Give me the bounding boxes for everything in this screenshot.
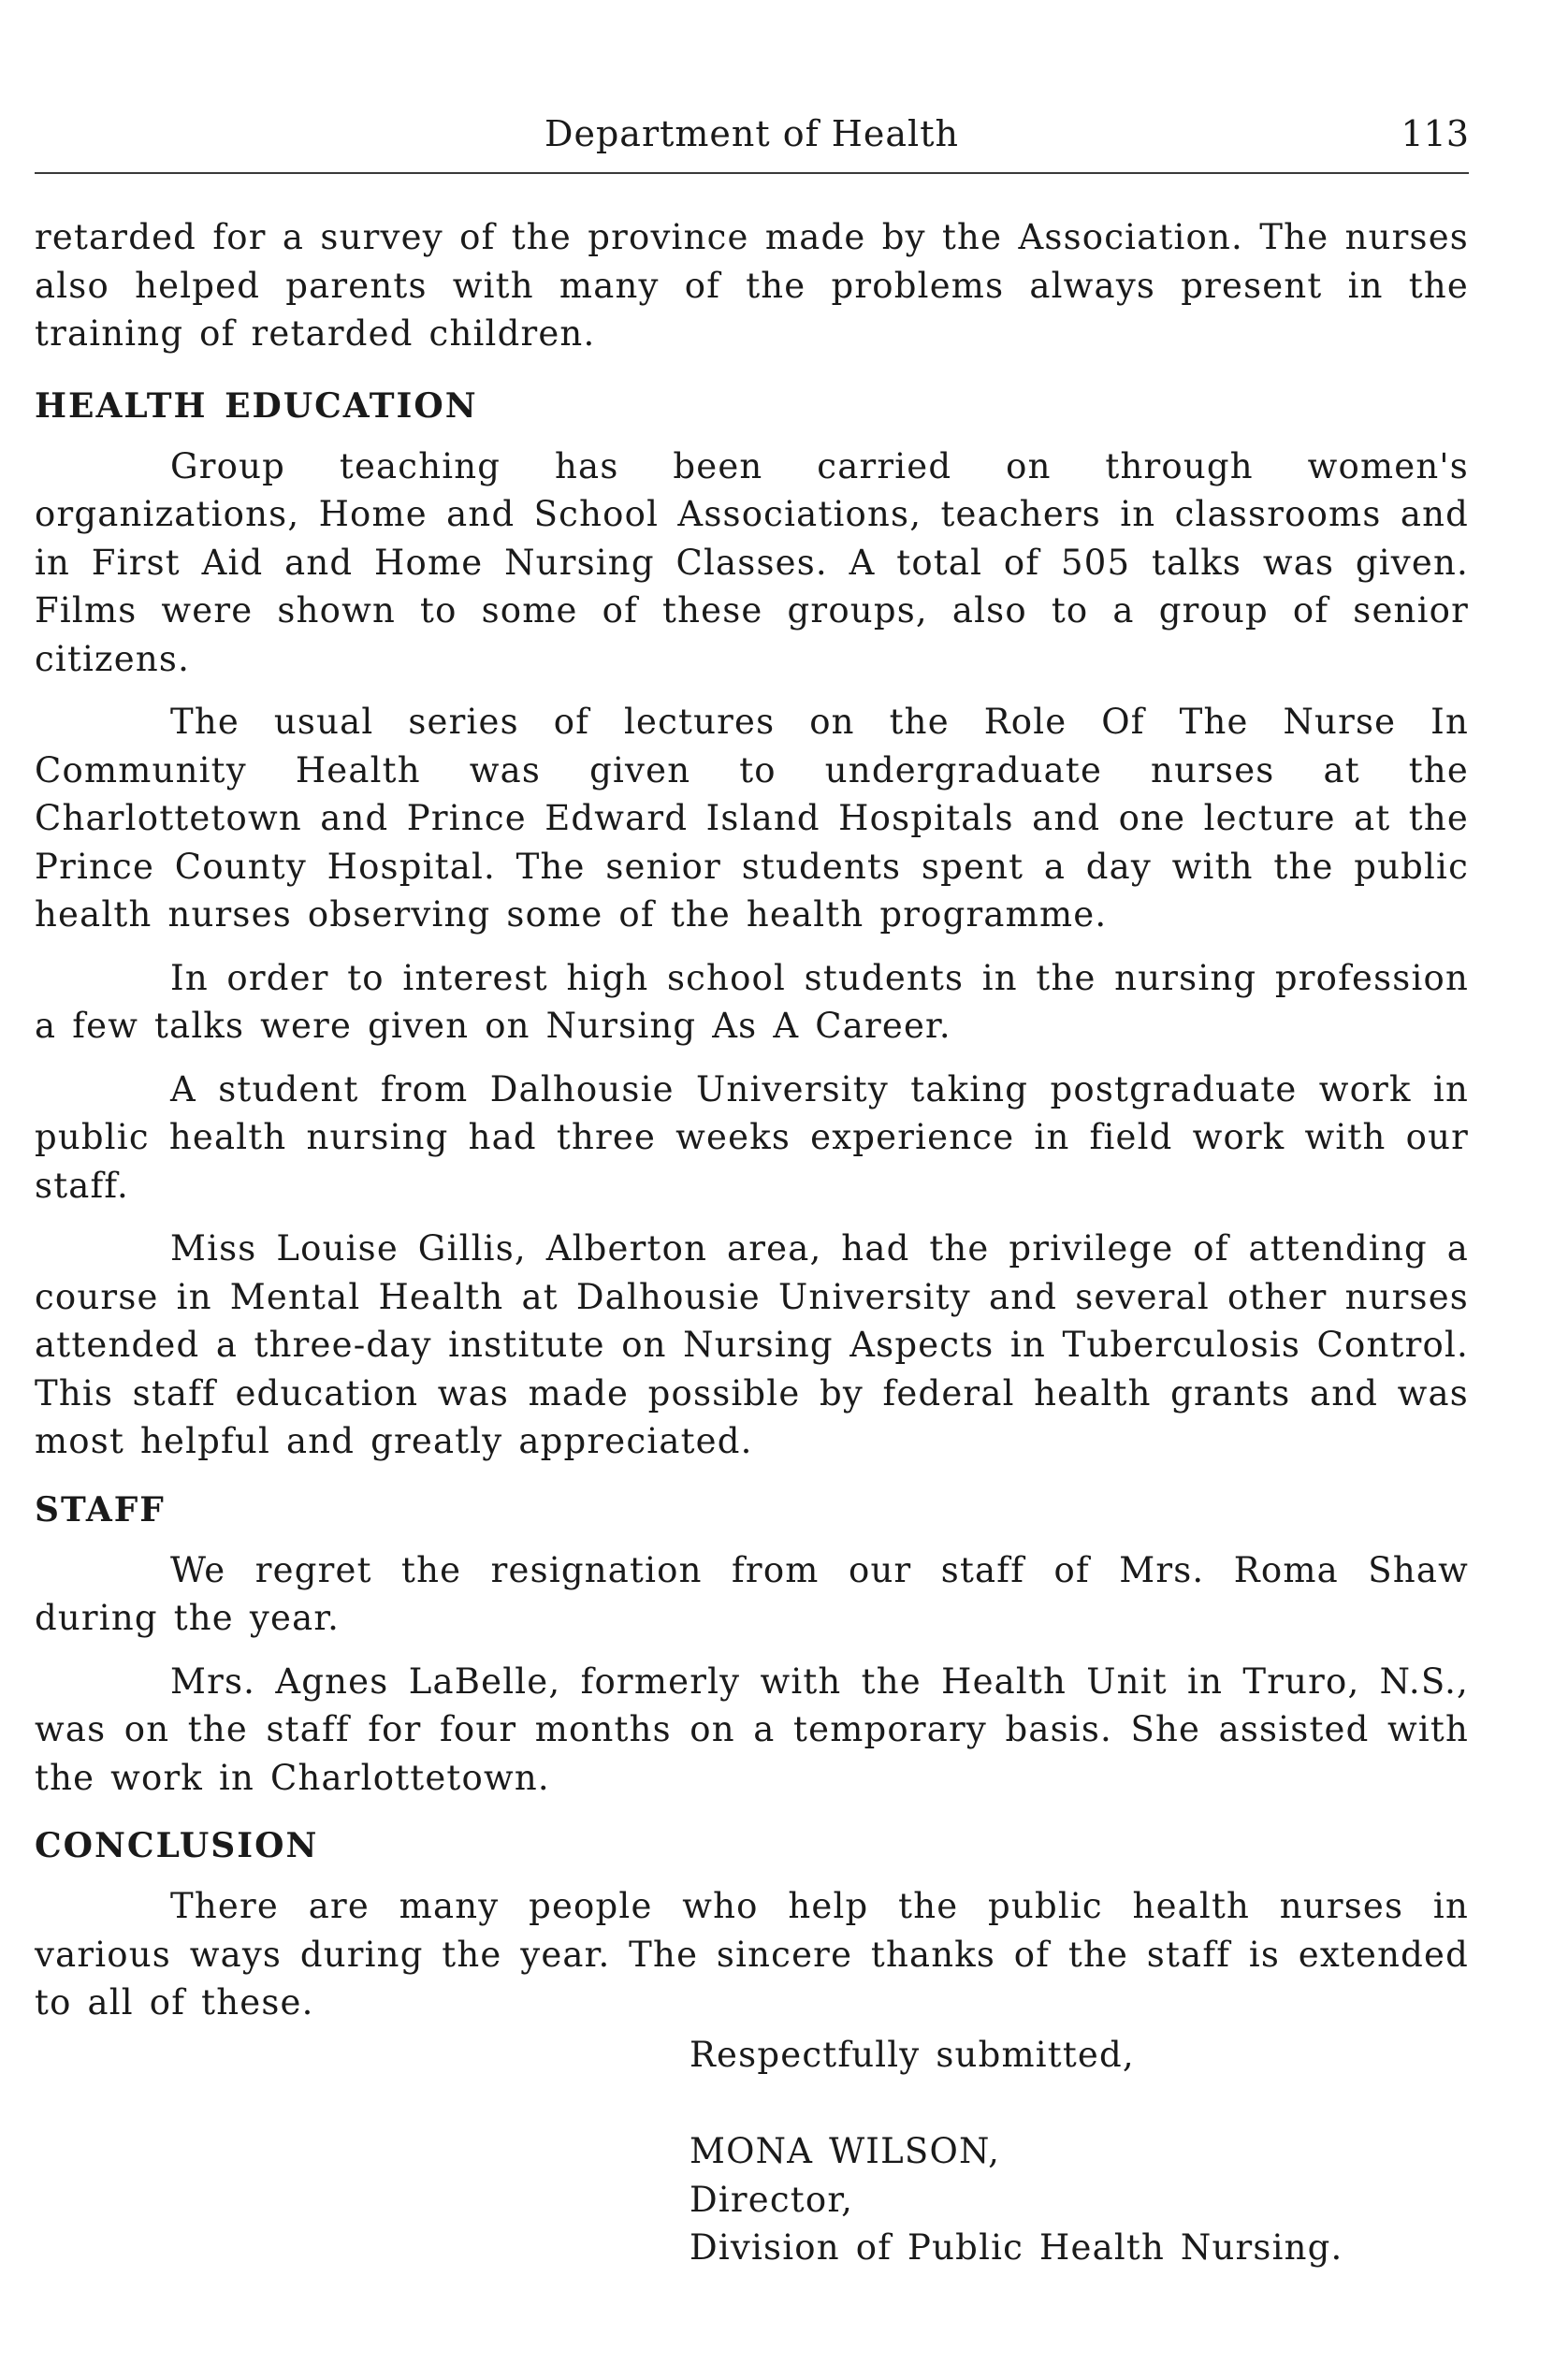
running-header (35, 110, 1469, 157)
paragraph-health-education-4: A student from Dalhousie University taking postgraduate work in public health nursing had three weeks experience in field work with our staff. (35, 1068, 1469, 1206)
signature-division: Division of Public Health Nursing. (690, 2227, 1343, 2268)
page-number: 113 (1401, 113, 1469, 154)
heading-conclusion: CONCLUSION (35, 1826, 319, 1865)
signature-title: Director, (690, 2179, 854, 2220)
paragraph-staff-1: We regret the resignation from our staff of Mrs. Roma Shaw during the year. (35, 1549, 1469, 1638)
paragraph-health-education-1: Group teaching has been carried on through women's organizations, Home and School Associations, teachers in classrooms and in First Aid and Home Nursing Classes. A total of 505 talks was given. Films were shown to some of these groups, also to a group of senior citizens. (35, 445, 1469, 679)
paragraph-intro: retarded for a survey of the province made by the Association. The nurses also helped parents with many of the problems always present in the training of retarded children. (35, 217, 1469, 354)
document-page (35, 0, 1469, 2378)
paragraph-health-education-2: The usual series of lectures on the Role Of The Nurse In Community Health was given to undergraduate nurses at the Charlottetown and Prince Edward Island Hospitals and one lecture at the Prince County Hospital. The senior students spent a day with the public health nurses observing some of the health programme. (35, 702, 1469, 935)
paragraph-health-education-5: Miss Louise Gillis, Alberton area, had the privilege of attending a course in Mental Health at Dalhousie University and several other nurses attended a three-day institute on Nursing Aspects in Tuberculosis Control. This staff education was made possible by federal health grants and was most helpful and greatly appreciated. (35, 1228, 1469, 1461)
paragraph-staff-2: Mrs. Agnes LaBelle, formerly with the Health Unit in Truro, N.S., was on the staff for four months on a temporary basis. She assisted with the work in Charlottetown. (35, 1660, 1469, 1798)
paragraph-health-education-3: In order to interest high school students in the nursing profession a few talks were given on Nursing As A Career. (35, 957, 1469, 1046)
paragraph-conclusion-1: There are many people who help the public health nurses in various ways during the year. The sincere thanks of the staff is extended to all of these. (35, 1886, 1469, 2023)
signature-closing: Respectfully submitted, (690, 2034, 1135, 2075)
running-header-title: Department of Health (544, 113, 959, 154)
signature-block (690, 2031, 1469, 2272)
heading-staff: STAFF (35, 1489, 166, 1530)
signature-name: MONA WILSON, (690, 2131, 1001, 2171)
header-rule (35, 172, 1469, 174)
heading-health-education: HEALTH EDUCATION (35, 385, 478, 426)
body-text (35, 213, 1469, 2272)
